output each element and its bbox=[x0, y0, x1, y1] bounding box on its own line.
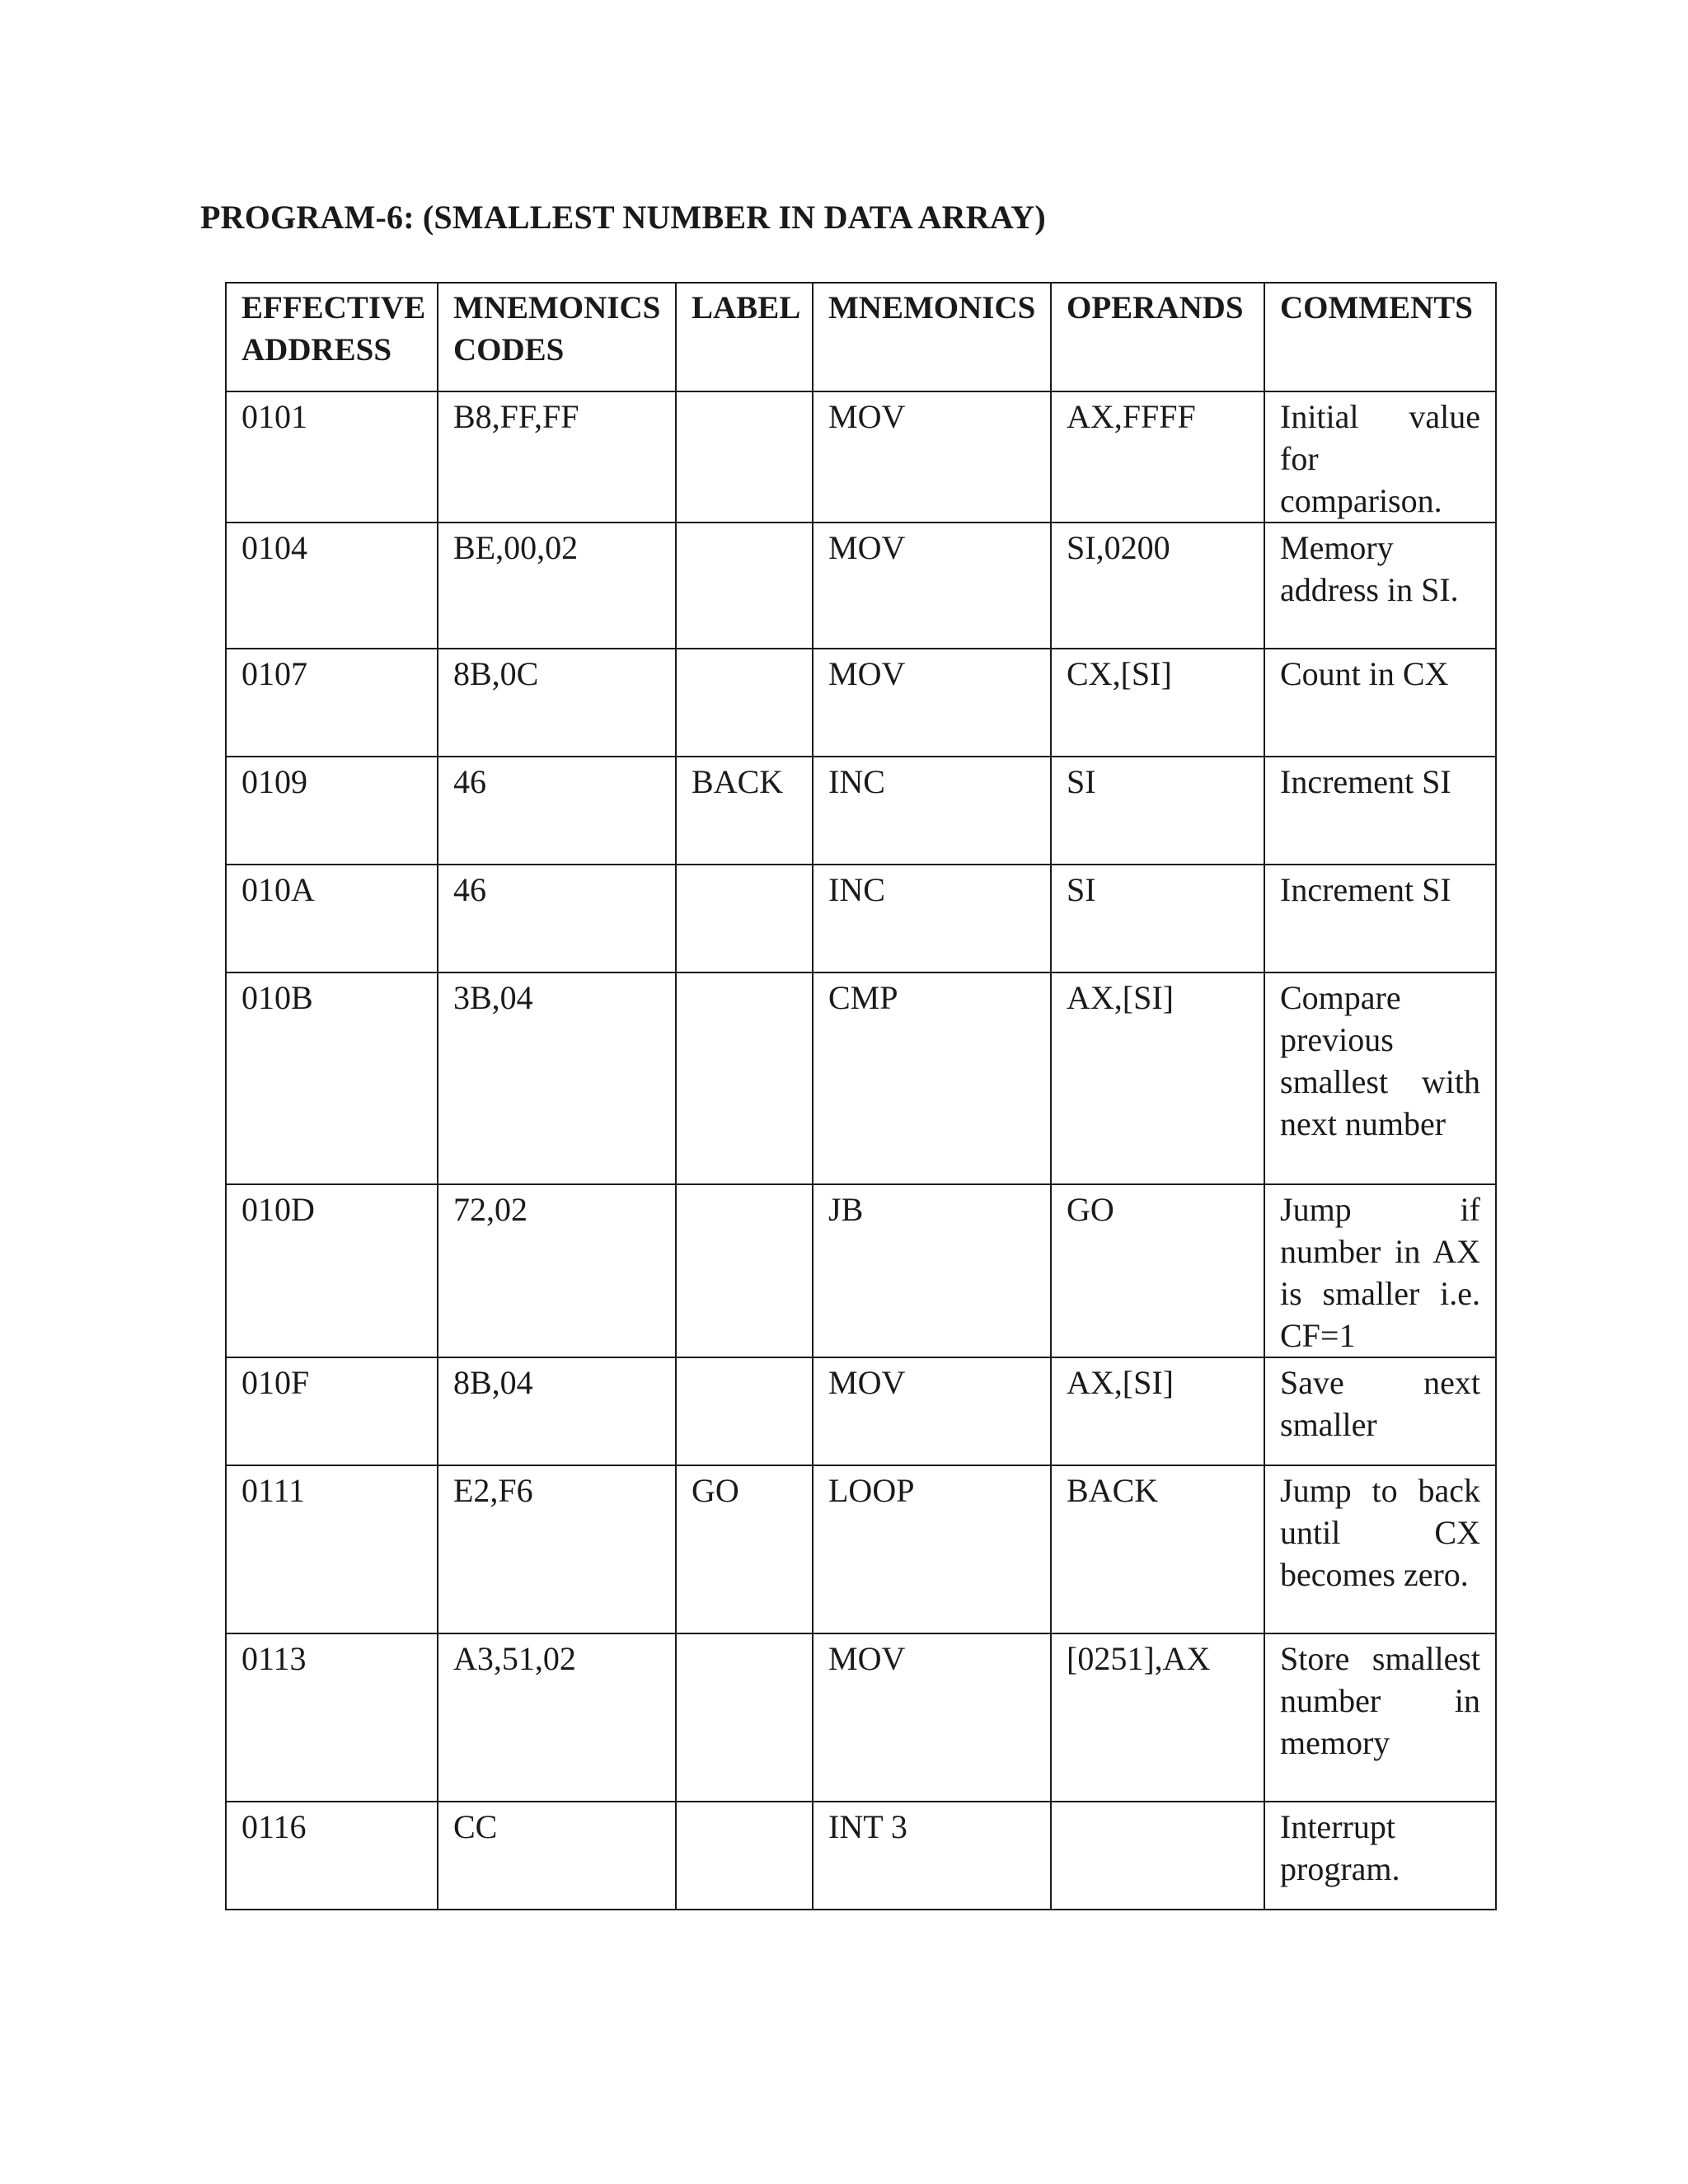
page-title: PROGRAM-6: (SMALLEST NUMBER IN DATA ARRAY) bbox=[200, 199, 1046, 236]
comment-cell: Increment SI bbox=[1264, 865, 1496, 972]
table-row bbox=[226, 865, 1496, 972]
header-line-1: OPERANDS bbox=[1067, 290, 1244, 326]
mnemonic-cell: MOV bbox=[813, 1357, 1051, 1465]
comment-cell: Interrupt program. bbox=[1264, 1802, 1496, 1910]
comment-cell: Compare previous smallest with next number bbox=[1264, 972, 1496, 1184]
header-line-1: MNEMONICS bbox=[828, 290, 1036, 326]
table-row bbox=[226, 1633, 1496, 1802]
header-mnemonics bbox=[813, 283, 1051, 391]
label-cell bbox=[676, 1802, 813, 1910]
mnemonic-cell: MOV bbox=[813, 1633, 1051, 1802]
codes-cell: 8B,0C bbox=[438, 649, 676, 757]
address-cell: 010B bbox=[226, 972, 438, 1184]
operands-cell: AX,FFFF bbox=[1051, 391, 1264, 523]
mnemonic-cell: MOV bbox=[813, 391, 1051, 523]
mnemonic-cell: CMP bbox=[813, 972, 1051, 1184]
operands-cell: SI bbox=[1051, 757, 1264, 865]
comment-cell: Jump to back until CX becomes zero. bbox=[1264, 1465, 1496, 1633]
mnemonic-cell: JB bbox=[813, 1184, 1051, 1357]
header-line-2: ADDRESS bbox=[241, 332, 392, 368]
table-row bbox=[226, 1184, 1496, 1357]
comment-cell: Count in CX bbox=[1264, 649, 1496, 757]
table-row bbox=[226, 1802, 1496, 1910]
label-cell bbox=[676, 523, 813, 649]
header-line-2: CODES bbox=[453, 332, 565, 368]
label-cell bbox=[676, 865, 813, 972]
operands-cell: SI bbox=[1051, 865, 1264, 972]
address-cell: 010D bbox=[226, 1184, 438, 1357]
mnemonic-cell: MOV bbox=[813, 523, 1051, 649]
table-row bbox=[226, 1465, 1496, 1633]
label-cell bbox=[676, 972, 813, 1184]
mnemonic-cell: INT 3 bbox=[813, 1802, 1051, 1910]
codes-cell: B8,FF,FF bbox=[438, 391, 676, 523]
operands-cell: GO bbox=[1051, 1184, 1264, 1357]
address-cell: 0113 bbox=[226, 1633, 438, 1802]
operands-cell bbox=[1051, 1802, 1264, 1910]
codes-cell: E2,F6 bbox=[438, 1465, 676, 1633]
table-row bbox=[226, 391, 1496, 523]
header-line-1: MNEMONICS bbox=[453, 290, 661, 326]
label-cell: BACK bbox=[676, 757, 813, 865]
header-line-1: EFFECTIVE bbox=[241, 290, 426, 326]
table-row bbox=[226, 649, 1496, 757]
header-line-1: COMMENTS bbox=[1280, 290, 1473, 326]
label-cell: GO bbox=[676, 1465, 813, 1633]
address-cell: 0111 bbox=[226, 1465, 438, 1633]
operands-cell: AX,[SI] bbox=[1051, 1357, 1264, 1465]
header-comments bbox=[1264, 283, 1496, 391]
table-row bbox=[226, 1357, 1496, 1465]
label-cell bbox=[676, 1184, 813, 1357]
header-operands bbox=[1051, 283, 1264, 391]
table-row bbox=[226, 523, 1496, 649]
label-cell bbox=[676, 1633, 813, 1802]
table-row bbox=[226, 757, 1496, 865]
header-effective-address bbox=[226, 283, 438, 391]
label-cell bbox=[676, 1357, 813, 1465]
address-cell: 0107 bbox=[226, 649, 438, 757]
label-cell bbox=[676, 391, 813, 523]
codes-cell: 3B,04 bbox=[438, 972, 676, 1184]
codes-cell: CC bbox=[438, 1802, 676, 1910]
header-label bbox=[676, 283, 813, 391]
codes-cell: 72,02 bbox=[438, 1184, 676, 1357]
mnemonic-cell: MOV bbox=[813, 649, 1051, 757]
address-cell: 010F bbox=[226, 1357, 438, 1465]
mnemonic-cell: INC bbox=[813, 865, 1051, 972]
comment-cell: Increment SI bbox=[1264, 757, 1496, 865]
comment-cell: Jump if number in AX is smaller i.e. CF=1 bbox=[1264, 1184, 1496, 1357]
comment-cell: Save next smaller bbox=[1264, 1357, 1496, 1465]
codes-cell: BE,00,02 bbox=[438, 523, 676, 649]
mnemonic-cell: INC bbox=[813, 757, 1051, 865]
codes-cell: 46 bbox=[438, 865, 676, 972]
operands-cell: CX,[SI] bbox=[1051, 649, 1264, 757]
table-header-row bbox=[226, 283, 1496, 391]
label-cell bbox=[676, 649, 813, 757]
codes-cell: 46 bbox=[438, 757, 676, 865]
header-line-1: LABEL bbox=[692, 290, 801, 326]
address-cell: 0104 bbox=[226, 523, 438, 649]
mnemonic-cell: LOOP bbox=[813, 1465, 1051, 1633]
operands-cell: SI,0200 bbox=[1051, 523, 1264, 649]
table-body bbox=[226, 391, 1496, 1910]
program-table bbox=[225, 282, 1497, 1910]
comment-cell: Initial value for comparison. bbox=[1264, 391, 1496, 523]
table-row bbox=[226, 972, 1496, 1184]
operands-cell: [0251],AX bbox=[1051, 1633, 1264, 1802]
codes-cell: A3,51,02 bbox=[438, 1633, 676, 1802]
operands-cell: AX,[SI] bbox=[1051, 972, 1264, 1184]
address-cell: 0116 bbox=[226, 1802, 438, 1910]
address-cell: 0109 bbox=[226, 757, 438, 865]
comment-cell: Memory address in SI. bbox=[1264, 523, 1496, 649]
comment-cell: Store smallest number in memory bbox=[1264, 1633, 1496, 1802]
address-cell: 0101 bbox=[226, 391, 438, 523]
address-cell: 010A bbox=[226, 865, 438, 972]
header-mnemonics-codes bbox=[438, 283, 676, 391]
codes-cell: 8B,04 bbox=[438, 1357, 676, 1465]
operands-cell: BACK bbox=[1051, 1465, 1264, 1633]
